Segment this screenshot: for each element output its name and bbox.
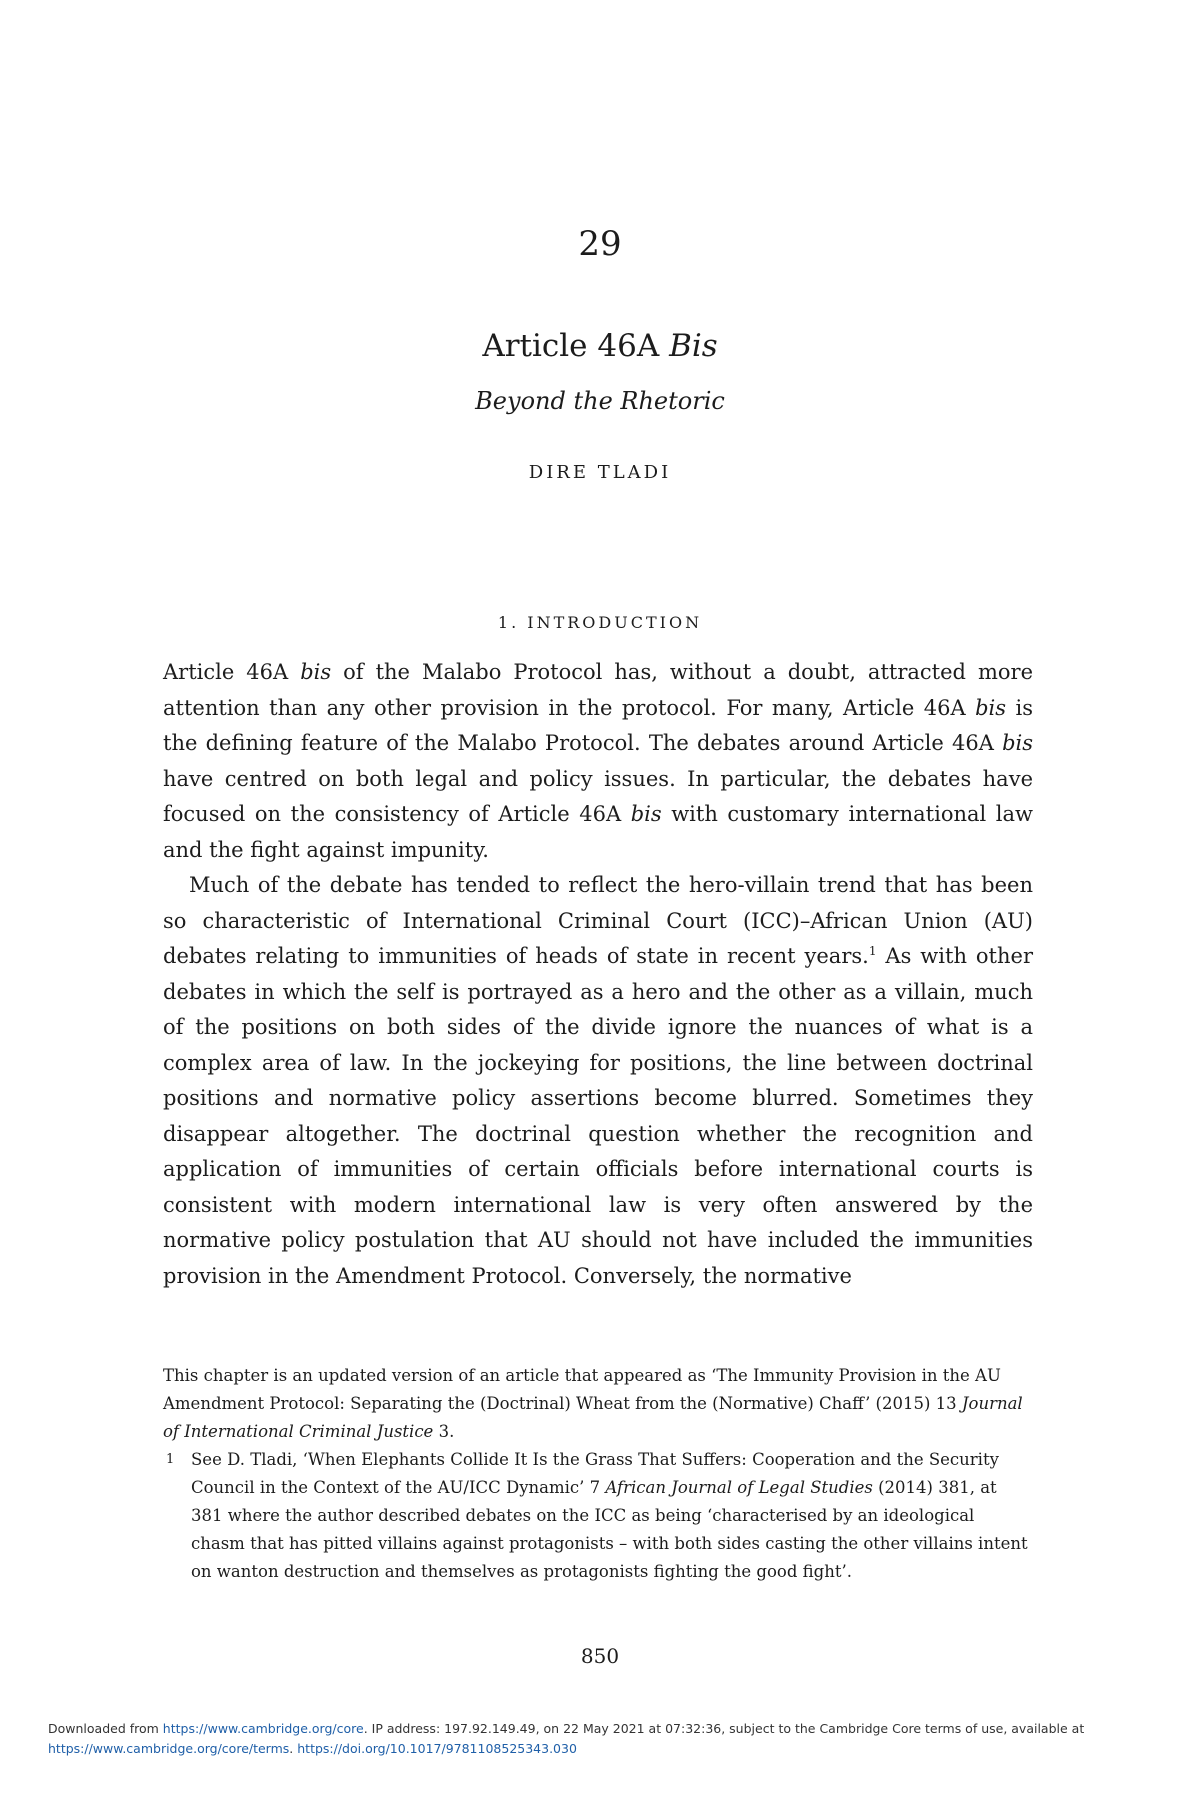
paragraph-1: Article 46A bis of the Malabo Protocol has, without a doubt, attracted more attention than any other provision in the protocol. For many, Article 46A bis is the defining feature of the Malabo Protocol. The debates around Article 46A bis have centred on both legal and policy issues. In particular, the debates have focused on the consistency of Article 46A bis with customary international law and the fight against impunity. bbox=[163, 660, 1033, 862]
footnote-number: 1 bbox=[166, 1452, 175, 1467]
chapter-subtitle: Beyond the Rhetoric bbox=[475, 387, 725, 415]
footnote-1: 1 See D. Tladi, ‘When Elephants Collide It Is the Grass That Suffers: Cooperation and the Security Council in the Context of the AU/ICC Dynamic’ 7 African Journal of Legal Studies (2014) 381, at 381 where the author described debates on the ICC as being ‘characterised by an ideological chasm that has pitted villains against protagonists – with both sides casting the other villains intent on wanton destruction and themselves as protagonists fighting the good fight’. bbox=[163, 1446, 1033, 1586]
chapter-title-text: Article 46A bbox=[482, 328, 660, 364]
section-heading bbox=[0, 612, 1200, 634]
doi-link[interactable]: https://doi.org/10.1017/9781108525343.030 bbox=[297, 1741, 577, 1756]
chapter-title bbox=[0, 326, 1200, 366]
body-text bbox=[163, 655, 1033, 1294]
paragraph-2: Much of the debate has tended to reflect the hero-villain trend that has been so characteristic of International Criminal Court (ICC)–African Union (AU) debates relating to immunities of heads of state in recent years.$^1$ As with other debates in which the self is portrayed as a hero and the other as a villain, much of the positions on both sides of the divide ignore the nuances of what is a complex area of law. In the jockeying for positions, the line between doctrinal positions and normative policy assertions become blurred. Sometimes they disappear altogether. The doctrinal question whether the recognition and application of immunities of certain officials before international courts is consistent with modern international law is very often answered by the normative policy postulation that AU should not have included the immunities provision in the Amendment Protocol. Conversely, the normative bbox=[163, 873, 1033, 1288]
footnotes bbox=[163, 1362, 1033, 1586]
cambridge-core-link[interactable]: https://www.cambridge.org/core bbox=[162, 1721, 364, 1736]
page-number: 850 bbox=[580, 1644, 620, 1668]
footnote-unnumbered: This chapter is an updated version of an article that appeared as ‘The Immunity Provision in the AU Amendment Protocol: Separating the (Doctrinal) Wheat from the (Normative) Chaff’ (2015) 13 Journal of International Criminal Justice 3. bbox=[163, 1366, 1023, 1441]
chapter-title-italic: Bis bbox=[669, 328, 718, 364]
terms-of-use-link[interactable]: https://www.cambridge.org/core/terms bbox=[48, 1741, 290, 1756]
download-notice: Downloaded from https://www.cambridge.org/core. IP address: 197.92.149.49, on 22 May 2021 at 07:32:36, subject to the Cambridge Core terms of use, available at https://www.cambridge.org/core/terms. https://doi.org/10.1017/9781108525343.030 bbox=[48, 1721, 1085, 1756]
section-number: 1. bbox=[497, 613, 520, 632]
author-name: DIRE TLADI bbox=[528, 462, 672, 483]
footnote-reference-1[interactable]: 1 bbox=[868, 944, 877, 958]
section-title: INTRODUCTION bbox=[527, 613, 703, 632]
chapter-number: 29 bbox=[578, 224, 622, 264]
